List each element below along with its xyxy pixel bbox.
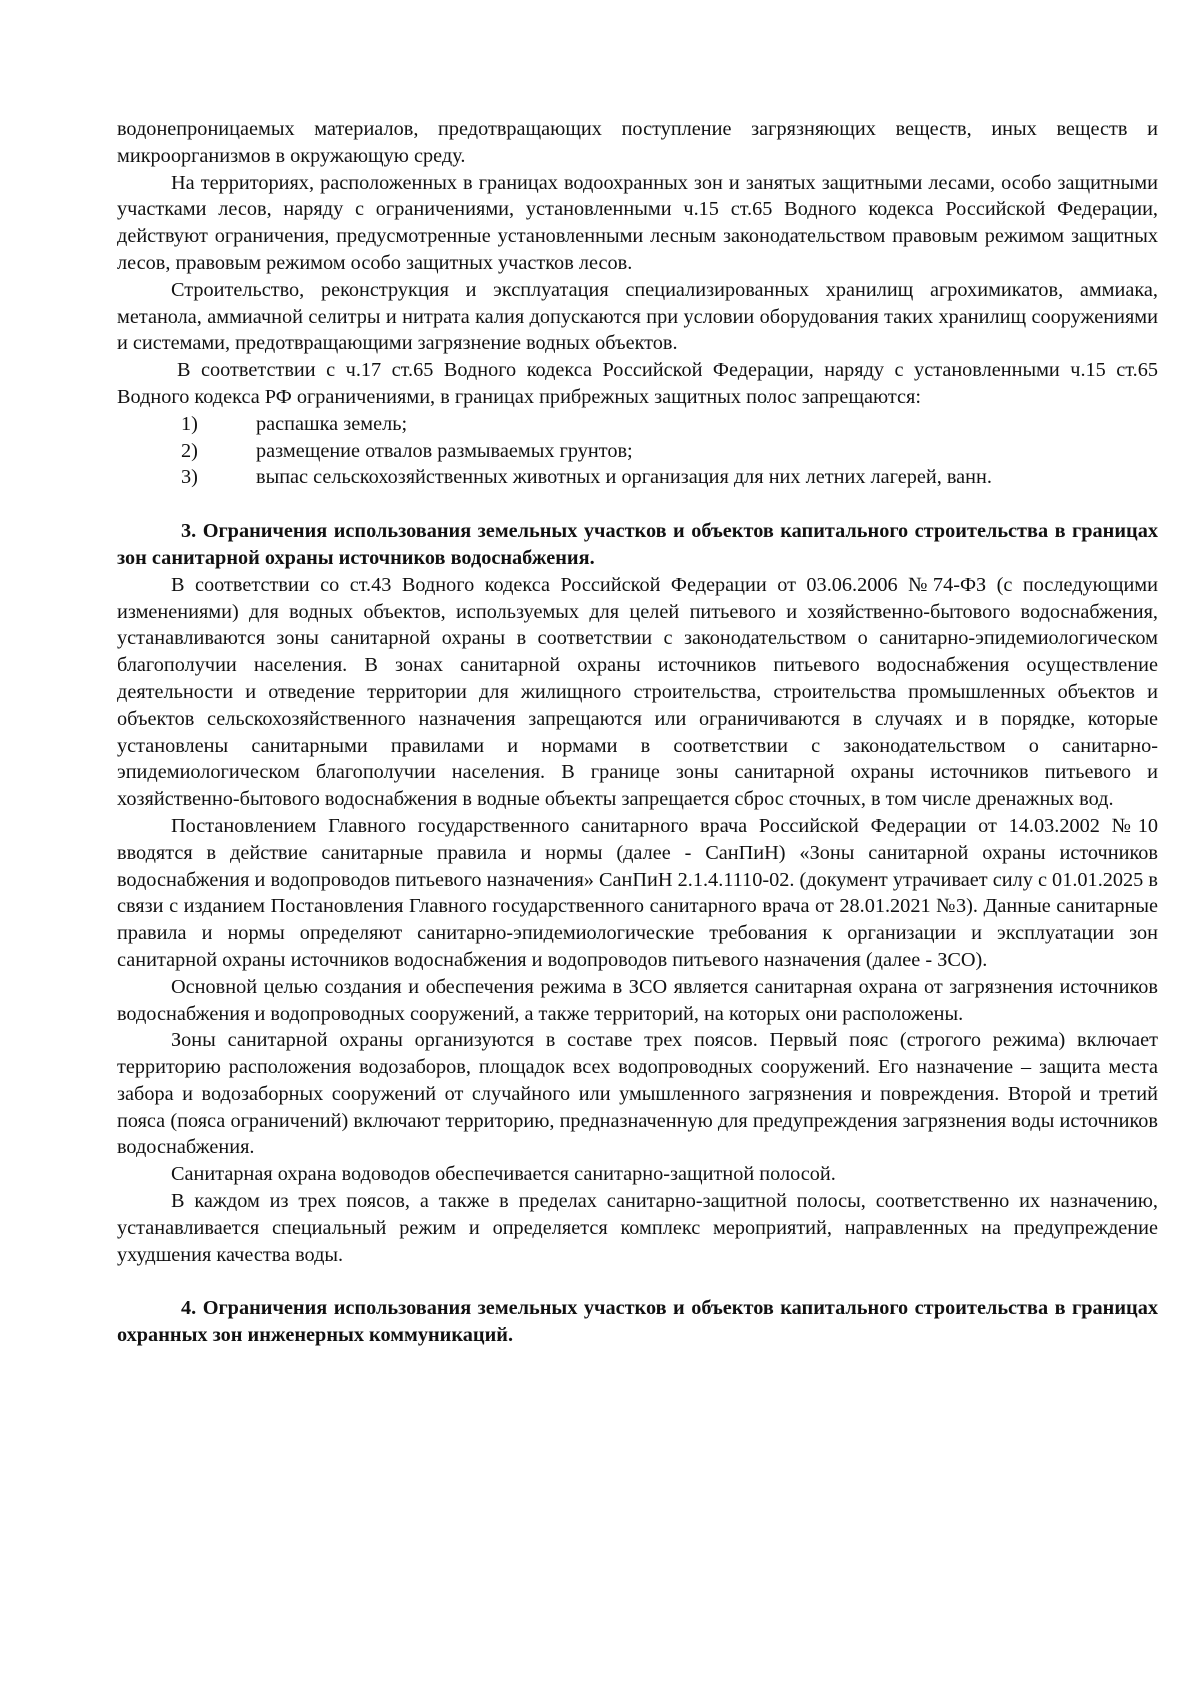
section-3-paragraph-6: В каждом из трех поясов, а также в пределах санитарно-защитной полосы, соответственно их назначению, устанавливается специальный режим и определяется комплекс мероприятий, направленных на предупреждение ухудшения качества воды. (117, 1190, 1158, 1266)
list-item-text: выпас сельскохозяйственных животных и организация для них летних лагерей, ванн. (256, 466, 992, 489)
list-item-text: распашка земель; (256, 412, 408, 435)
list-item-number: 1) (181, 412, 198, 435)
section-3-paragraph-4: Зоны санитарной охраны организуются в составе трех поясов. Первый пояс (строгого режима) включает территорию расположения водозаборов, площадок всех водопроводных сооружений. Его назначение – защита места забора и водозаборных сооружений от случайного или умышленного загрязнения и повреждения. Второй и третий пояса (пояса ограничений) включают территорию, предназначенную для предупреждения загрязнения воды источников водоснабжения. (117, 1029, 1158, 1159)
section-4-heading: 4. Ограничения использования земельных участков и объектов капитального строительства в границах охранных зон инженерных коммуникаций. (117, 1297, 1158, 1347)
section-3-heading: 3. Ограничения использования земельных участков и объектов капитального строительства в границах зон санитарной охраны источников водоснабжения. (117, 520, 1158, 569)
section-3-paragraph-1: В соответствии со ст.43 Водного кодекса Российской Федерации от 03.06.2006 №74-ФЗ (с последующими изменениями) для водных объектов, используемых для целей питьевого и хозяйственно-бытового водоснабжения, устанавливаются зоны санитарной охраны в соответствии с законодательством о санитарно-эпидемиологическом благополучии населения. В зонах санитарной охраны источников питьевого водоснабжения осуществление деятельности и отведение территории для жилищного строительства, строительства промышленных объектов и объектов сельскохозяйственного назначения запрещаются или ограничиваются в случаях и в порядке, которые установлены санитарными правилами и нормами в соответствии с законодательством о санитарно-эпидемиологическом благополучии населения. В границе зоны санитарной охраны источников питьевого и хозяйственно-бытового водоснабжения в водные объекты запрещается сброс сточных, в том числе дренажных вод. (117, 573, 1158, 811)
list-item (117, 438, 1158, 465)
paragraph-protective-forests: На территориях, расположенных в границах водоохранных зон и занятых защитными лесами, особо защитными участками лесов, наряду с ограничениями, установленными ч.15 ст.65 Водного кодекса Российской Федерации, действуют ограничения, предусмотренные установленными лесным законодательством правовым режимом защитных лесов, правовым режимом особо защитных участков лесов. (117, 171, 1158, 274)
list-item-number: 2) (181, 439, 198, 462)
list-item (117, 411, 1158, 438)
list-item (117, 464, 1158, 491)
section-3-paragraph-3: Основной целью создания и обеспечения режима в ЗСО является санитарная охрана от загрязнения источников водоснабжения и водопроводных сооружений, а также территорий, на которых они расположены. (117, 975, 1158, 1025)
section-3-paragraph-2: Постановлением Главного государственного санитарного врача Российской Федерации от 14.03.2002 №10 вводятся в действие санитарные правила и нормы (далее - СанПиН) «Зоны санитарной охраны источников водоснабжения и водопроводов питьевого назначения» СанПиН 2.1.4.1110-02. (документ утрачивает силу с 01.01.2025 в связи с изданием Постановления Главного государственного санитарного врача от 28.01.2021 №3). Данные санитарные правила и нормы определяют санитарно-эпидемиологические требования к организации и эксплуатации зон санитарной охраны источников водоснабжения и водопроводов питьевого назначения (далее - ЗСО). (117, 814, 1158, 971)
prohibitions-list (117, 411, 1158, 491)
list-item-number: 3) (181, 466, 198, 489)
document-page (117, 116, 1158, 1349)
paragraph-continuation: водонепроницаемых материалов, предотвращающих поступление загрязняющих веществ, иных веществ и микроорганизмов в окружающую среду. (117, 118, 1158, 167)
spacer (117, 491, 1158, 518)
spacer (117, 1268, 1158, 1295)
paragraph-storage-facilities: Строительство, реконструкция и эксплуатация специализированных хранилищ агрохимикатов, аммиака, метанола, аммиачной селитры и нитрата калия допускаются при условии оборудования таких хранилищ сооружениями и системами, предотвращающими загрязнение водных объектов. (117, 278, 1158, 355)
paragraph-coastal-strips: В соответствии с ч.17 ст.65 Водного кодекса Российской Федерации, наряду с установленными ч.15 ст.65 Водного кодекса РФ ограничениями, в границах прибрежных защитных полос запрещаются: (117, 359, 1158, 408)
list-item-text: размещение отвалов размываемых грунтов; (256, 439, 633, 462)
section-3-paragraph-5: Санитарная охрана водоводов обеспечивается санитарно-защитной полосой. (171, 1163, 836, 1186)
